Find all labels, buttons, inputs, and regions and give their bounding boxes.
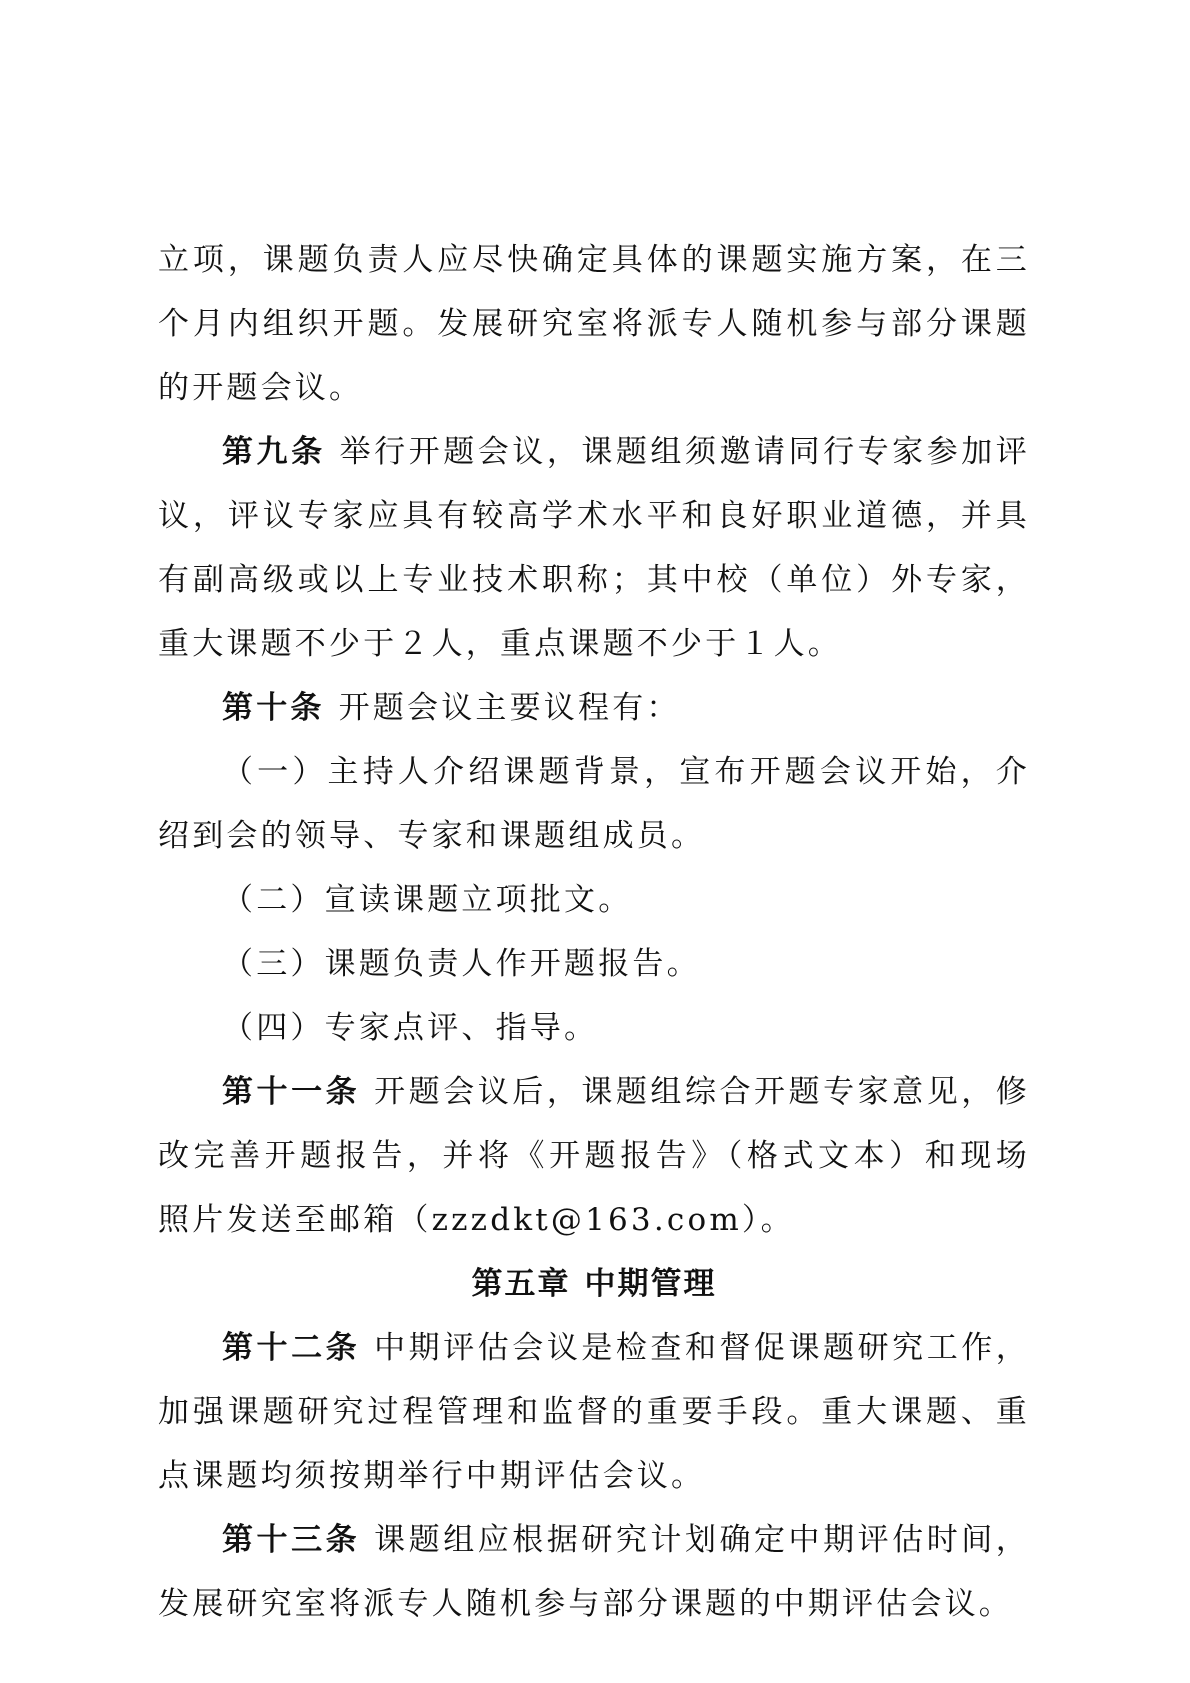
agenda-item-1 — [158, 740, 1030, 868]
article-13 — [158, 1508, 1030, 1636]
article-text: 开题会议后，课题组综合开题专家意见，修改完善开题报告，并将《开题报告》（格式文本）和现场照片发送至邮箱（zzzdkt@163.com）。 — [158, 1074, 1030, 1238]
article-heading: 第十条 — [222, 690, 325, 726]
article-heading: 第九条 — [222, 434, 326, 470]
agenda-item-3 — [158, 932, 1030, 996]
article-text: 开题会议主要议程有： — [338, 690, 681, 726]
article-text: 举行开题会议，课题组须邀请同行专家参加评议，评议专家应具有较高学术水平和良好职业道德，并具有副高级或以上专业技术职称；其中校（单位）外专家，重大课题不少于２人，重点课题不少于１人。 — [158, 434, 1030, 662]
paragraph-text: 立项，课题负责人应尽快确定具体的课题实施方案，在三个月内组织开题。发展研究室将派专人随机参与部分课题的开题会议。 — [158, 242, 1030, 406]
agenda-item-2 — [158, 868, 1030, 932]
agenda-text: （一）主持人介绍课题背景，宣布开题会议开始，介绍到会的领导、专家和课题组成员。 — [158, 754, 1030, 854]
document-body — [158, 228, 1030, 1636]
article-9 — [158, 420, 1030, 676]
paragraph-continued-approval — [158, 228, 1030, 420]
article-heading: 第十一条 — [222, 1074, 361, 1110]
article-12 — [158, 1316, 1030, 1508]
agenda-text: （四）专家点评、指导。 — [222, 1010, 599, 1046]
article-heading: 第十二条 — [222, 1330, 361, 1366]
article-10 — [158, 676, 1030, 740]
agenda-text: （三）课题负责人作开题报告。 — [222, 946, 701, 982]
article-heading: 第十三条 — [222, 1522, 361, 1558]
article-text: 课题组应根据研究计划确定中期评估时间，发展研究室将派专人随机参与部分课题的中期评估会议。 — [158, 1522, 1030, 1622]
agenda-text: （二）宣读课题立项批文。 — [222, 882, 633, 918]
article-text: 中期评估会议是检查和督促课题研究工作，加强课题研究过程管理和监督的重要手段。重大课题、重点课题均须按期举行中期评估会议。 — [158, 1330, 1030, 1494]
chapter-heading — [158, 1252, 1030, 1316]
chapter-number: 第五章 — [471, 1266, 571, 1302]
agenda-item-4 — [158, 996, 1030, 1060]
chapter-title: 中期管理 — [584, 1266, 717, 1302]
article-11 — [158, 1060, 1030, 1252]
